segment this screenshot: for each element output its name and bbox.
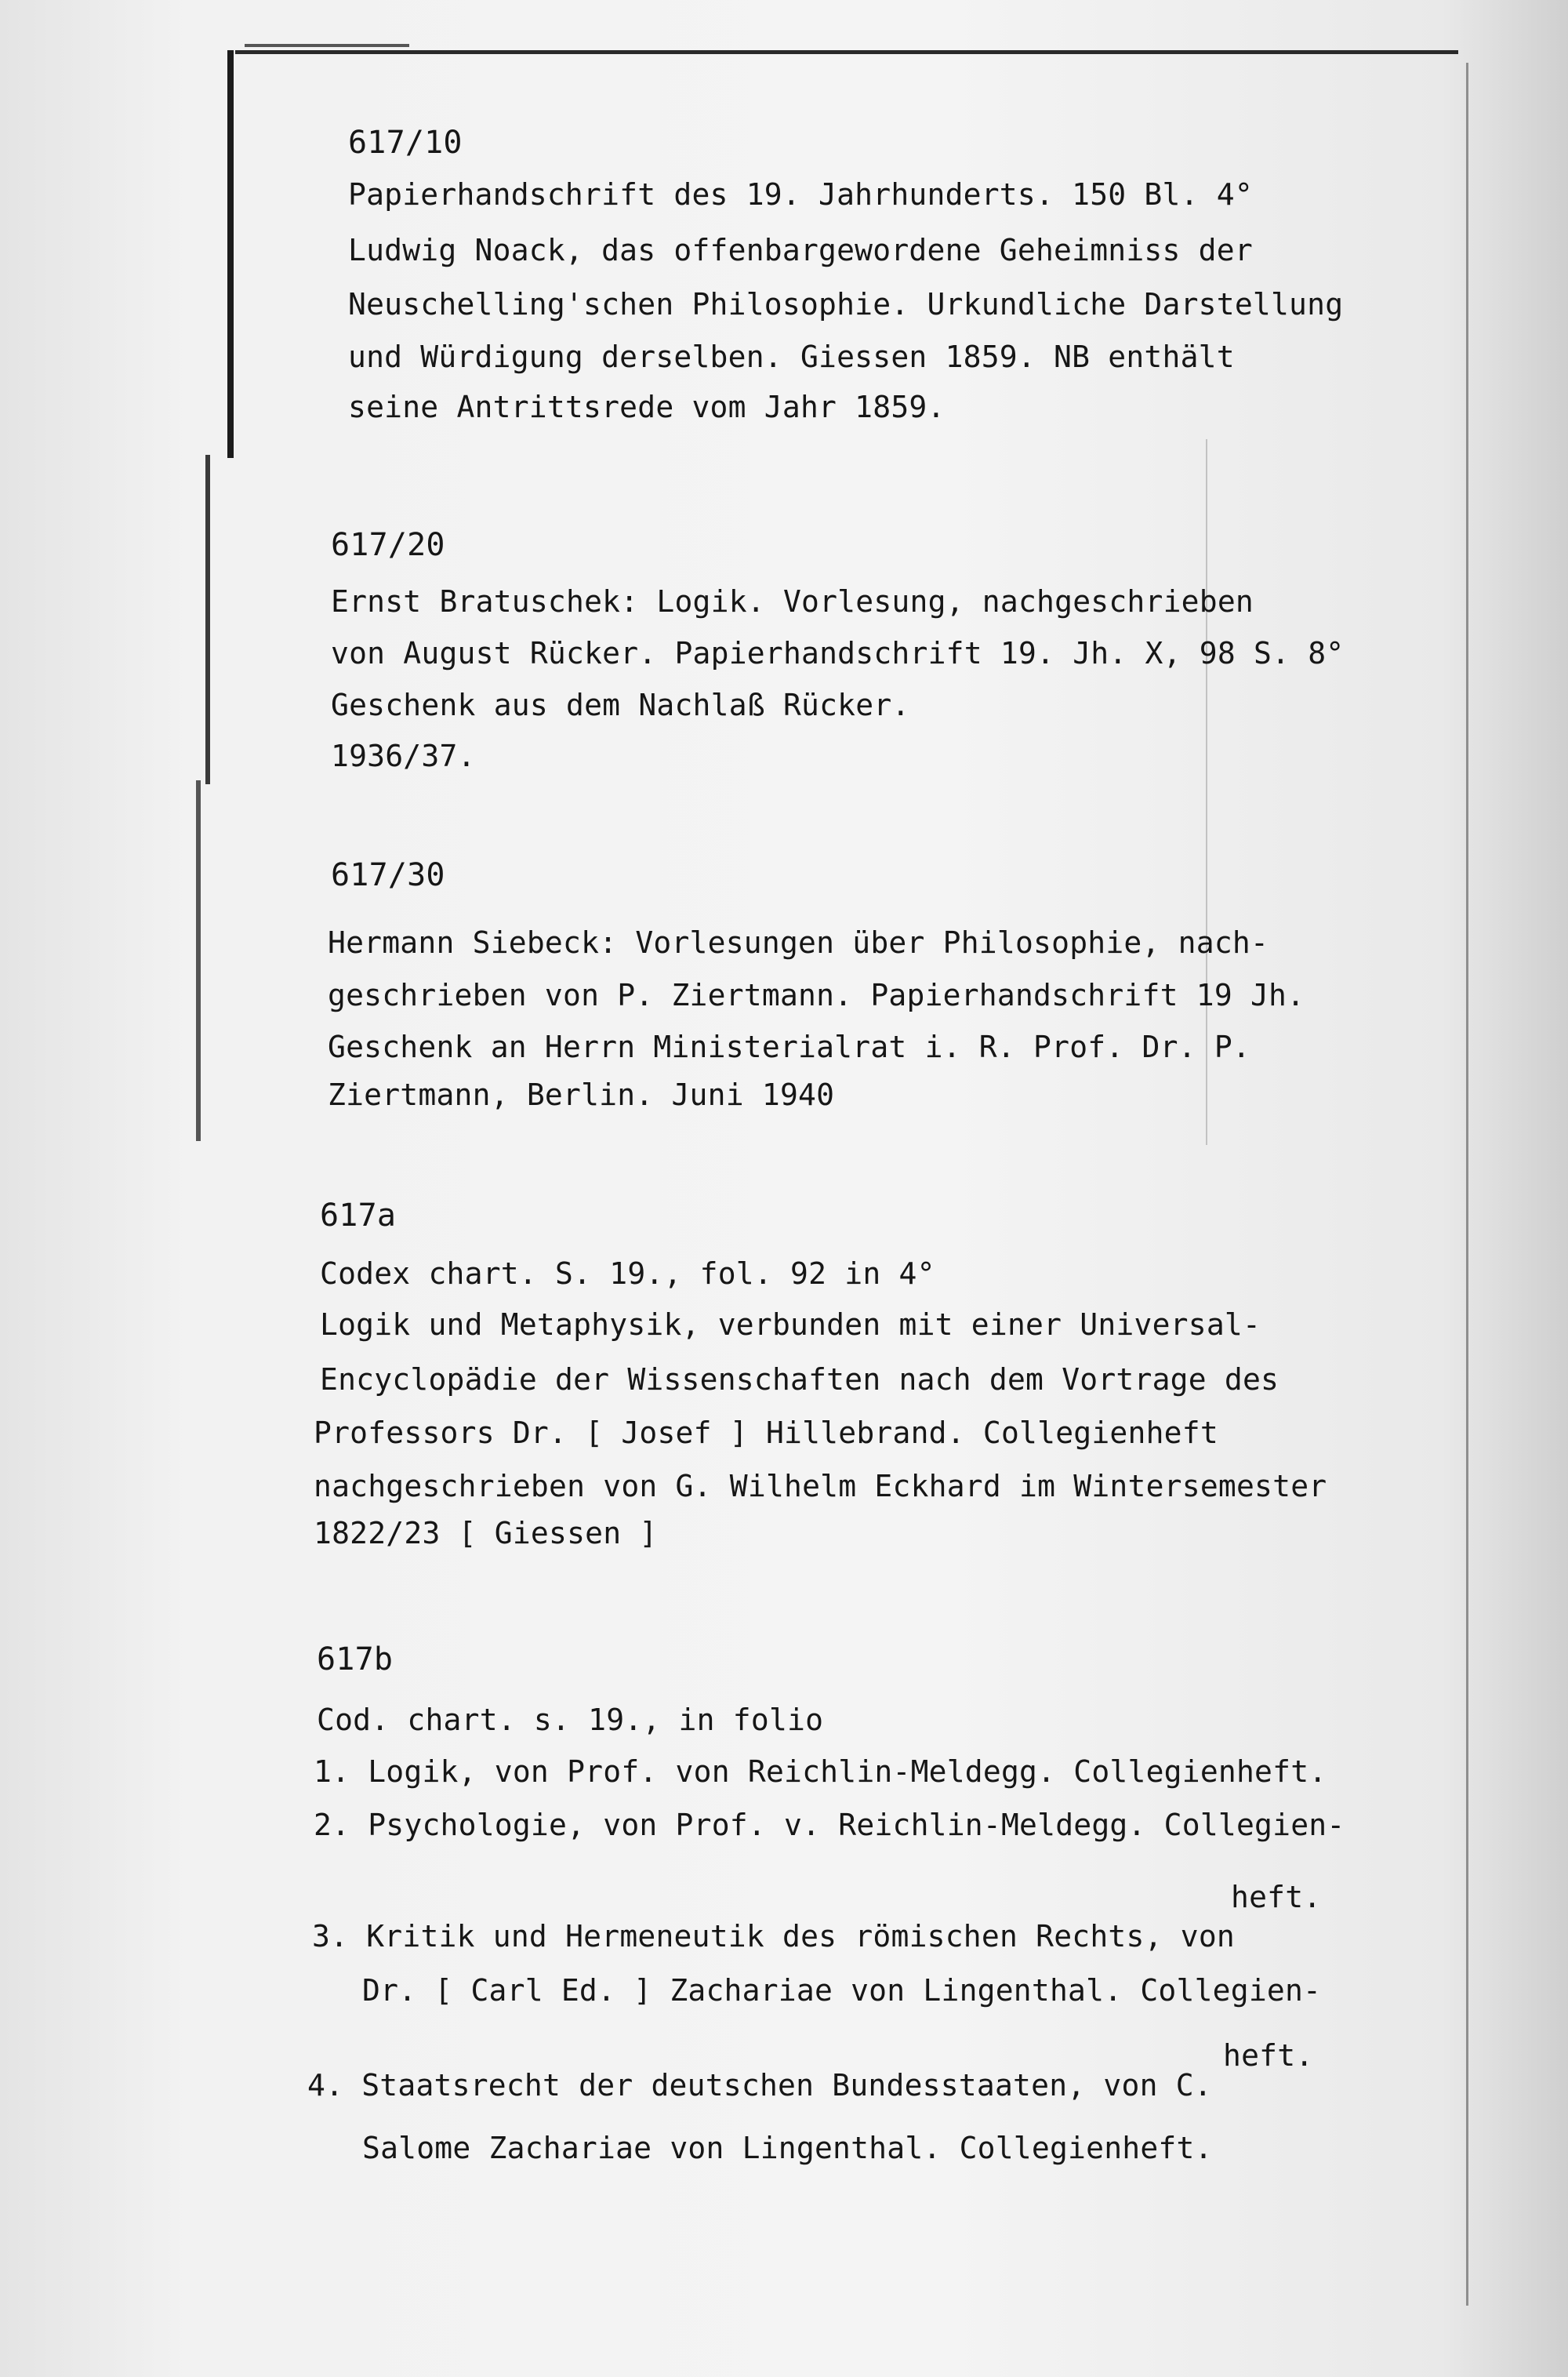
entry-617-10-line-4: und Würdigung derselben. Giessen 1859. NB enthält <box>348 340 1235 374</box>
entry-617-10-line-5: seine Antrittsrede vom Jahr 1859. <box>348 390 946 424</box>
entry-617b-line-4: heft. <box>1231 1880 1322 1914</box>
entry-617a-line-5: nachgeschrieben von G. Wilhelm Eckhard im Wintersemester <box>314 1469 1327 1503</box>
entry-617b-line-3: 2. Psychologie, von Prof. v. Reichlin-Meldegg. Collegien- <box>314 1808 1345 1842</box>
entry-617b-line-6: Dr. [ Carl Ed. ] Zachariae von Lingenthal. Collegien- <box>362 1973 1322 2008</box>
entry-617b-line-1: Cod. chart. s. 19., in folio <box>317 1703 824 1737</box>
entry-617a-line-6: 1822/23 [ Giessen ] <box>314 1516 658 1550</box>
entry-617-20-line-2: von August Rücker. Papierhandschrift 19. Jh. X, 98 S. 8° <box>331 636 1345 671</box>
entry-617b-line-2: 1. Logik, von Prof. von Reichlin-Meldegg. Collegienheft. <box>314 1754 1327 1789</box>
entry-617b-line-8: 4. Staatsrecht der deutschen Bundesstaaten, von C. <box>307 2068 1212 2103</box>
entry-617-30-line-2: geschrieben von P. Ziertmann. Papierhandschrift 19 Jh. <box>328 978 1305 1012</box>
entry-617-30-line-4: Ziertmann, Berlin. Juni 1940 <box>328 1078 835 1112</box>
entry-617-10-line-1-text: Papierhandschrift des 19. Jahrhunderts. 150 Bl. 4° <box>348 177 1253 212</box>
entry-617b-line-9: Salome Zachariae von Lingenthal. Collegienheft. <box>362 2131 1213 2165</box>
entry-617-30-line-1: Hermann Siebeck: Vorlesungen über Philosophie, nach- <box>328 925 1269 960</box>
card-edge-top <box>235 50 1458 54</box>
entry-617a-line-4: Professors Dr. [ Josef ] Hillebrand. Collegienheft <box>314 1416 1218 1450</box>
entry-617a-line-3: Encyclopädie der Wissenschaften nach dem Vortrage des <box>320 1362 1279 1397</box>
entry-617a-line-2: Logik und Metaphysik, verbunden mit einer Universal- <box>320 1307 1261 1342</box>
shelfmark-617b: 617b <box>317 1641 394 1677</box>
entry-617-10-line-3: Neuschelling'schen Philosophie. Urkundliche Darstellung <box>348 287 1344 322</box>
card-edge-left-2 <box>205 455 210 784</box>
entry-617-20-line-1: Ernst Bratuschek: Logik. Vorlesung, nachgeschrieben <box>331 584 1254 619</box>
shelfmark-617-20: 617/20 <box>331 527 445 563</box>
entry-617-10-line-1 <box>348 177 1253 212</box>
entry-617-20-line-3: Geschenk aus dem Nachlaß Rücker. <box>331 688 910 722</box>
entry-617-30-line-3: Geschenk an Herrn Ministerialrat i. R. Prof. Dr. P. <box>328 1030 1250 1064</box>
shelfmark-617-30: 617/30 <box>331 857 445 893</box>
entry-617-10-line-2: Ludwig Noack, das offenbargewordene Geheimniss der <box>348 233 1253 267</box>
entry-617b-line-5: 3. Kritik und Hermeneutik des römischen Rechts, von <box>312 1919 1235 1954</box>
entry-617-20-line-4: 1936/37. <box>331 739 476 773</box>
card-edge-mark <box>245 44 409 47</box>
card-edge-left-3 <box>196 780 201 1141</box>
entry-617a-line-1: Codex chart. S. 19., fol. 92 in 4° <box>320 1256 935 1291</box>
card-edge-right <box>1466 63 1468 2306</box>
entry-617b-line-7: heft. <box>1223 2038 1314 2073</box>
shelfmark-617-10: 617/10 <box>348 125 463 161</box>
shelfmark-617a: 617a <box>320 1198 397 1234</box>
card-edge-left-1 <box>227 50 234 458</box>
